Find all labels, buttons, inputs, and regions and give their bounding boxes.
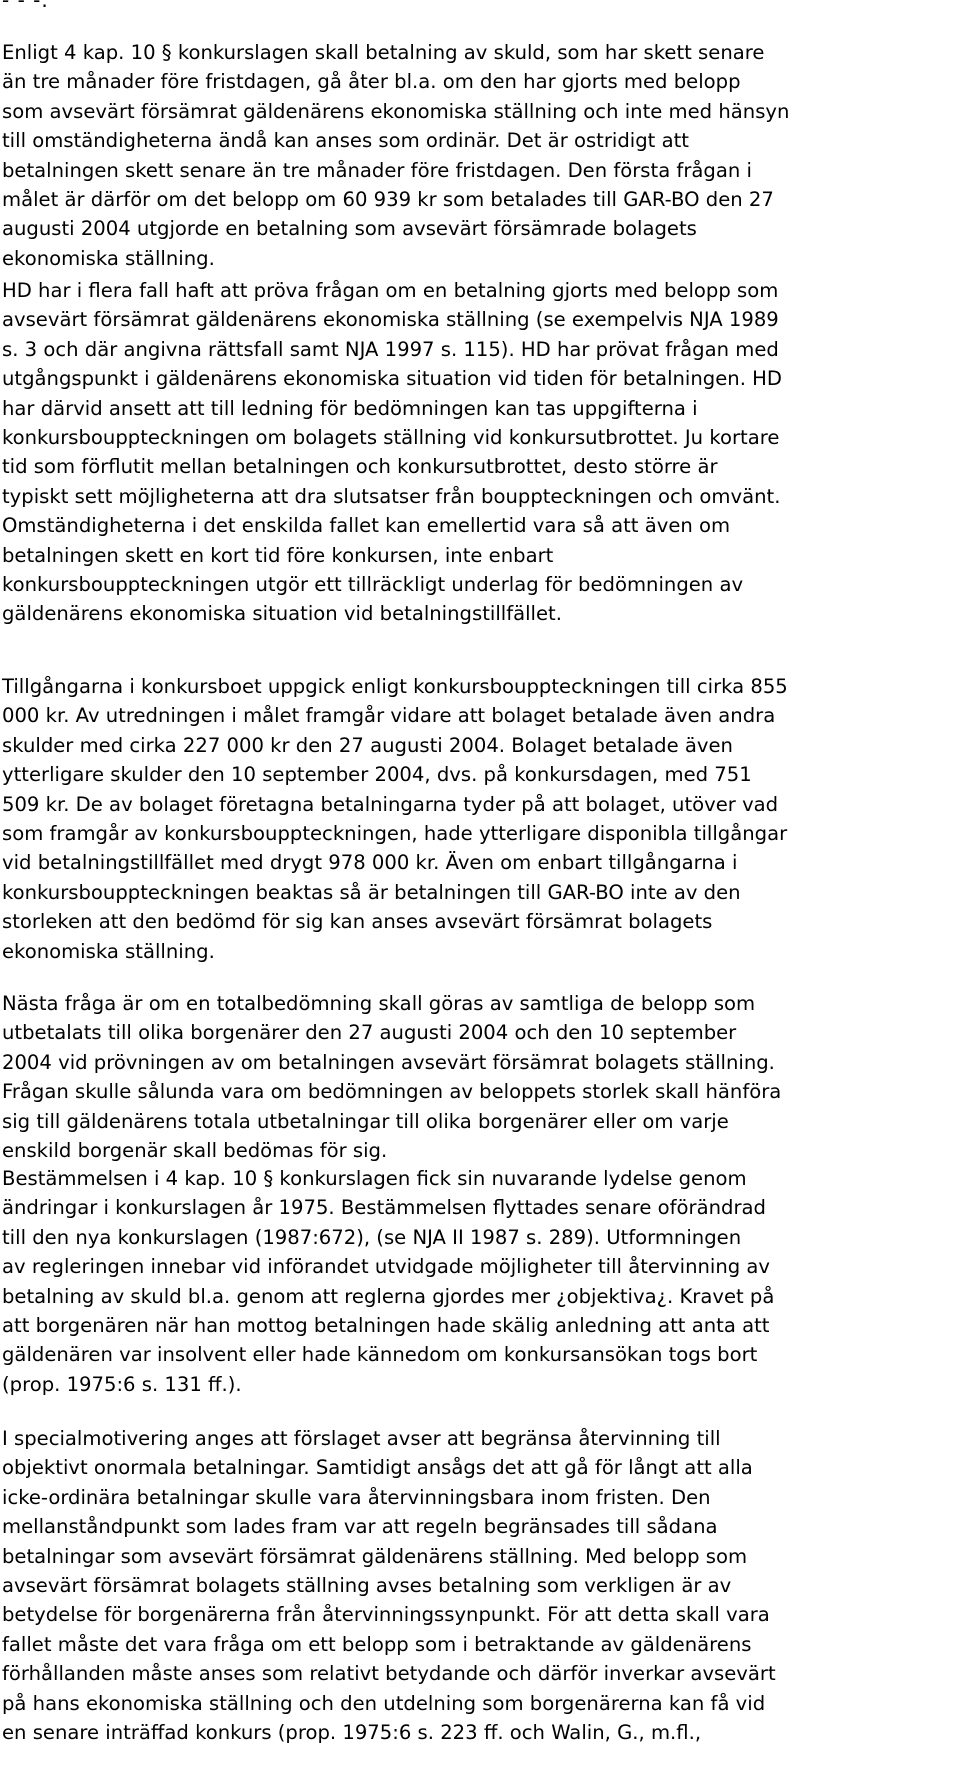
paragraph-line: 509 kr. De av bolaget företagna betalningarna tyder på att bolaget, utöver vad: [2, 792, 779, 816]
paragraph-line: Enligt 4 kap. 10 § konkurslagen skall betalning av skuld, som har skett senare: [2, 41, 765, 64]
paragraph-line: en senare inträffad konkurs (prop. 1975:6 s. 223 ff. och Walin, G., m.fl.,: [2, 1721, 702, 1745]
paragraph-line: konkursbouppteckningen utgör ett tillräckligt underlag för bedömningen av: [2, 573, 744, 597]
paragraph-line: Nästa fråga är om en totalbedömning skall göras av samtliga de belopp som: [2, 992, 756, 1015]
paragraph-line: betalning av skuld bl.a. genom att reglerna gjordes mer ¿objektiva¿. Kravet på: [2, 1284, 775, 1308]
paragraph-line: avsevärt försämrat gäldenärens ekonomiska ställning (se exempelvis NJA 1989: [2, 308, 779, 332]
paragraph-line: avsevärt försämrat bolagets ställning avses betalning som verkligen är av: [2, 1574, 732, 1598]
paragraph-line: tid som förflutit mellan betalningen och konkursutbrottet, desto större är: [2, 455, 718, 479]
paragraph-1: [2, 38, 946, 273]
paragraph-line: Tillgångarna i konkursboet uppgick enligt konkursbouppteckningen till cirka 855: [2, 675, 788, 698]
paragraph-line: har därvid ansett att till ledning för bedömningen kan tas uppgifterna i: [2, 396, 698, 420]
paragraph-4: [2, 989, 946, 1165]
paragraph-5: [2, 1164, 946, 1399]
paragraph-line: sig till gäldenärens totala utbetalningar till olika borgenärer eller om varje: [2, 1109, 729, 1133]
paragraph-line: ändringar i konkurslagen år 1975. Bestämmelsen flyttades senare oförändrad: [2, 1196, 766, 1220]
paragraph-line: skulder med cirka 227 000 kr den 27 augusti 2004. Bolaget betalade även: [2, 733, 733, 757]
paragraph-line: Frågan skulle sålunda vara om bedömningen av beloppets storlek skall hänföra: [2, 1080, 782, 1104]
paragraph-line: betydelse för borgenärerna från återvinningssynpunkt. För att detta skall vara: [2, 1603, 770, 1627]
paragraph-line: ekonomiska ställning.: [2, 939, 215, 963]
header-mark: - - -.: [2, 0, 49, 12]
paragraph-line: än tre månader före fristdagen, gå åter bl.a. om den har gjorts med belopp: [2, 70, 741, 94]
paragraph-line: HD har i flera fall haft att pröva frågan om en betalning gjorts med belopp som: [2, 279, 779, 302]
paragraph-line: på hans ekonomiska ställning och den utdelning som borgenärerna kan få vid: [2, 1691, 766, 1715]
paragraph-line: (prop. 1975:6 s. 131 ff.).: [2, 1372, 242, 1396]
paragraph-line: utgångspunkt i gäldenärens ekonomiska situation vid tiden för betalningen. HD: [2, 367, 782, 391]
paragraph-line: förhållanden måste anses som relativt betydande och därför inverkar avsevärt: [2, 1662, 776, 1686]
paragraph-line: gäldenären var insolvent eller hade kännedom om konkursansökan togs bort: [2, 1343, 758, 1367]
paragraph-line: 2004 vid prövningen av om betalningen avsevärt försämrat bolagets ställning.: [2, 1050, 775, 1074]
paragraph-line: Bestämmelsen i 4 kap. 10 § konkurslagen fick sin nuvarande lydelse genom: [2, 1167, 747, 1190]
paragraph-line: vid betalningstillfället med drygt 978 000 kr. Även om enbart tillgångarna i: [2, 851, 738, 875]
paragraph-line: gäldenärens ekonomiska situation vid betalningstillfället.: [2, 602, 562, 626]
paragraph-line: till den nya konkurslagen (1987:672), (se NJA II 1987 s. 289). Utformningen: [2, 1225, 742, 1249]
paragraph-line: ekonomiska ställning.: [2, 246, 215, 270]
paragraph-line: att borgenären när han mottog betalningen hade skälig anledning att anta att: [2, 1314, 770, 1338]
paragraph-line: mellanståndpunkt som lades fram var att regeln begränsades till sådana: [2, 1515, 718, 1539]
paragraph-line: betalningen skett en kort tid före konkursen, inte enbart: [2, 543, 554, 567]
paragraph-line: av regleringen innebar vid införandet utvidgade möjligheter till återvinning av: [2, 1255, 771, 1279]
paragraph-line: I specialmotivering anges att förslaget avser att begränsa återvinning till: [2, 1427, 721, 1450]
paragraph-line: betalningar som avsevärt försämrat gäldenärens ställning. Med belopp som: [2, 1544, 748, 1568]
paragraph-6: [2, 1424, 946, 1747]
paragraph-line: augusti 2004 utgjorde en betalning som avsevärt försämrade bolagets: [2, 217, 697, 241]
paragraph-line: typiskt sett möjligheterna att dra slutsatser från bouppteckningen och omvänt.: [2, 484, 781, 508]
paragraph-3: [2, 672, 946, 966]
paragraph-line: s. 3 och där angivna rättsfall samt NJA 1997 s. 115). HD har prövat frågan med: [2, 337, 779, 361]
paragraph-line: objektivt onormala betalningar. Samtidigt ansågs det att gå för långt att alla: [2, 1456, 753, 1480]
paragraph-line: konkursbouppteckningen beaktas så är betalningen till GAR-BO inte av den: [2, 880, 741, 904]
paragraph-line: 000 kr. Av utredningen i målet framgår vidare att bolaget betalade även andra: [2, 704, 776, 728]
paragraph-line: målet är därför om det belopp om 60 939 kr som betalades till GAR-BO den 27: [2, 188, 774, 212]
paragraph-line: till omständigheterna ändå kan anses som ordinär. Det är ostridigt att: [2, 129, 689, 153]
paragraph-line: storleken att den bedömd för sig kan anses avsevärt försämrat bolagets: [2, 910, 713, 934]
paragraph-line: utbetalats till olika borgenärer den 27 augusti 2004 och den 10 september: [2, 1021, 737, 1045]
paragraph-line: betalningen skett senare än tre månader före fristdagen. Den första frågan i: [2, 158, 752, 182]
paragraph-line: enskild borgenär skall bedömas för sig.: [2, 1139, 388, 1163]
paragraph-line: som framgår av konkursbouppteckningen, hade ytterligare disponibla tillgångar: [2, 822, 788, 846]
paragraph-2: [2, 276, 946, 629]
paragraph-line: som avsevärt försämrat gäldenärens ekonomiska ställning och inte med hänsyn: [2, 99, 790, 123]
paragraph-line: Omständigheterna i det enskilda fallet kan emellertid vara så att även om: [2, 514, 731, 538]
paragraph-line: konkursbouppteckningen om bolagets ställning vid konkursutbrottet. Ju kortare: [2, 426, 780, 450]
paragraph-line: fallet måste det vara fråga om ett belopp som i betraktande av gäldenärens: [2, 1632, 752, 1656]
paragraph-line: ytterligare skulder den 10 september 2004, dvs. på konkursdagen, med 751: [2, 763, 752, 787]
paragraph-line: icke-ordinära betalningar skulle vara återvinningsbara inom fristen. Den: [2, 1485, 711, 1509]
